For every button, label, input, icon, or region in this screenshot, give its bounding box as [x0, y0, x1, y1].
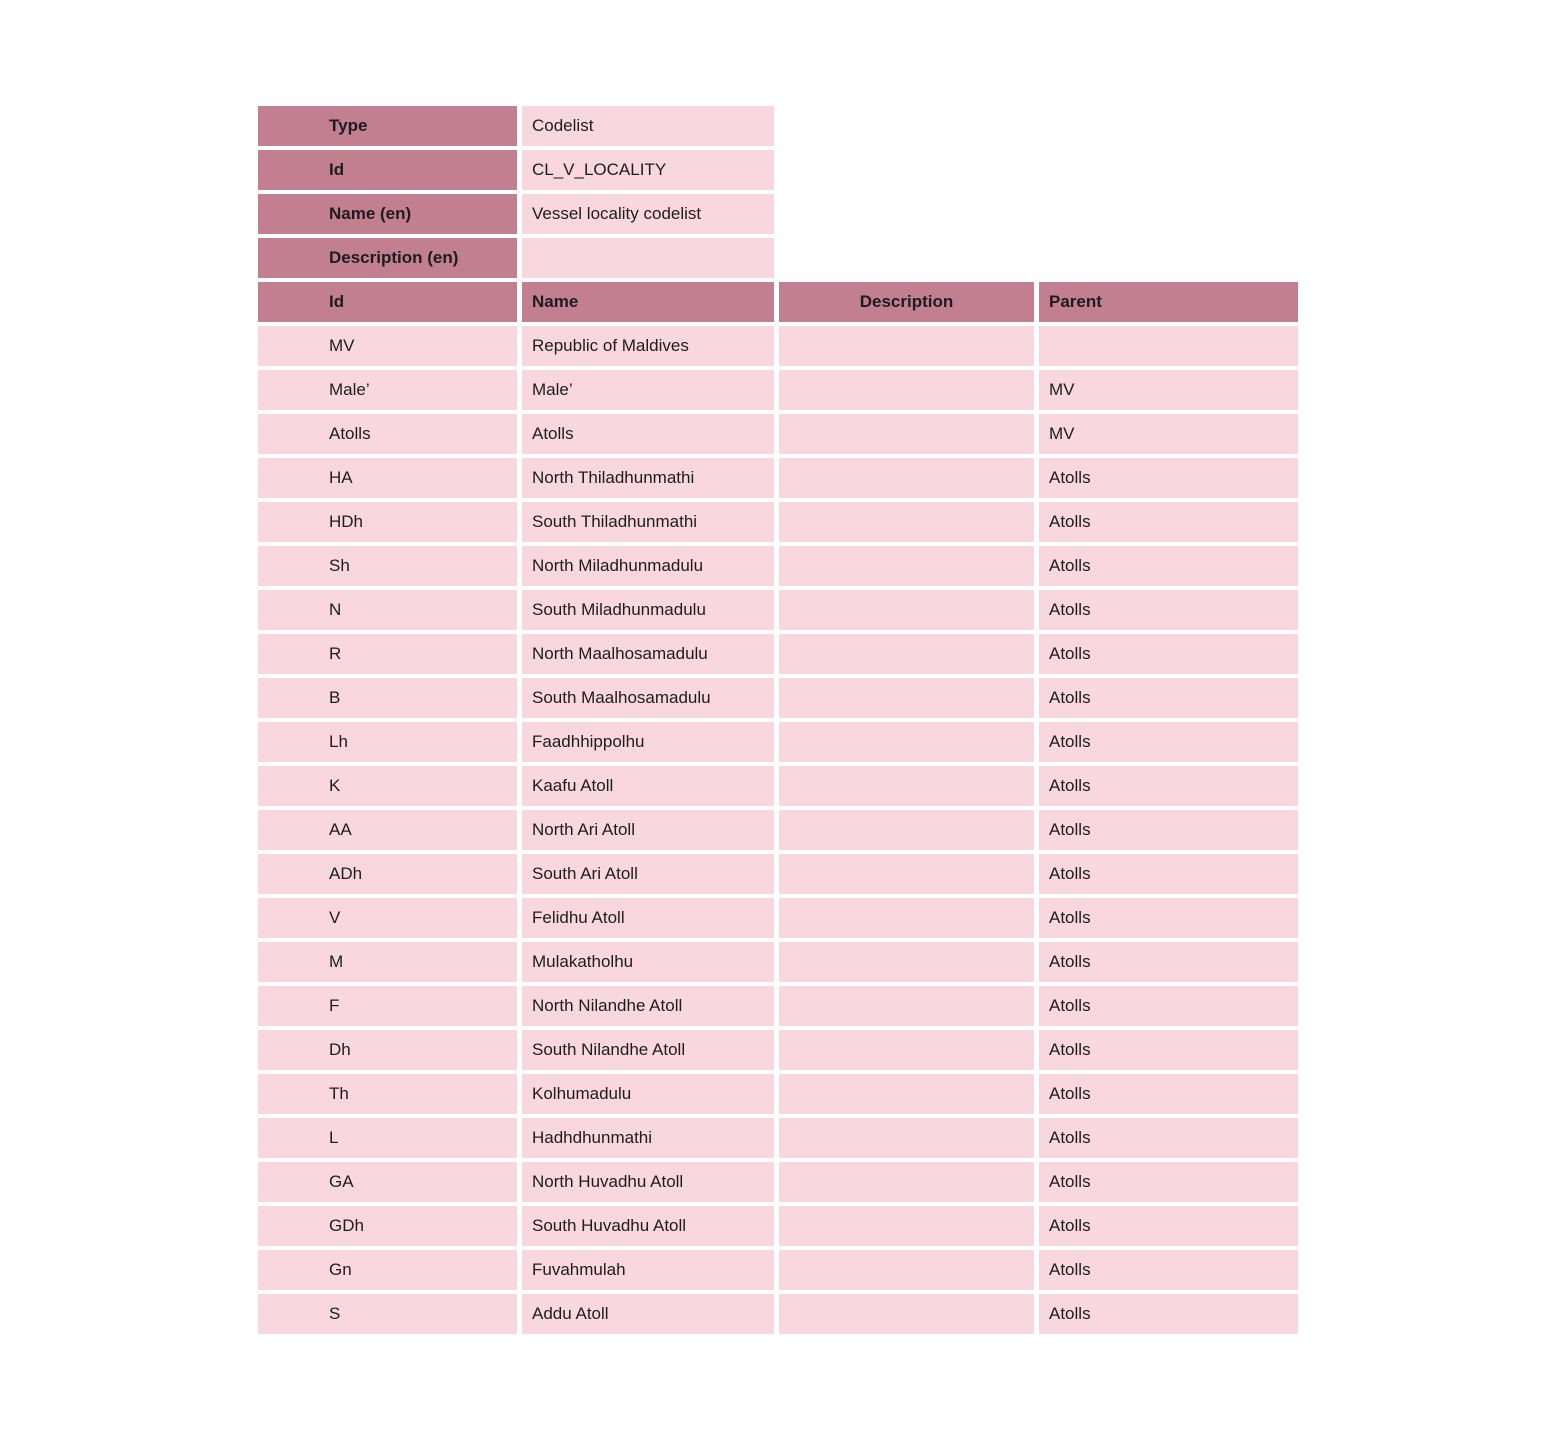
- code-row: [258, 898, 1298, 938]
- code-name-cell: Male’: [522, 370, 774, 410]
- code-parent-cell: Atolls: [1039, 1250, 1298, 1290]
- code-name-cell: North Ari Atoll: [522, 810, 774, 850]
- code-row: [258, 1074, 1298, 1114]
- code-id-cell: V: [258, 898, 517, 938]
- code-id-cell: Th: [258, 1074, 517, 1114]
- code-description-cell: [779, 722, 1034, 762]
- code-row: [258, 1206, 1298, 1246]
- codelist-codes-table: [258, 282, 1298, 1338]
- code-parent-cell: Atolls: [1039, 502, 1298, 542]
- code-parent-cell: [1039, 326, 1298, 366]
- code-id-cell: GA: [258, 1162, 517, 1202]
- code-id-cell: K: [258, 766, 517, 806]
- code-description-cell: [779, 1118, 1034, 1158]
- code-id-cell: Gn: [258, 1250, 517, 1290]
- code-parent-cell: Atolls: [1039, 546, 1298, 586]
- code-row: [258, 502, 1298, 542]
- code-name-cell: North Maalhosamadulu: [522, 634, 774, 674]
- code-description-cell: [779, 1206, 1034, 1246]
- metadata-label-cell: Description (en): [258, 238, 517, 278]
- code-parent-cell: Atolls: [1039, 458, 1298, 498]
- code-parent-cell: Atolls: [1039, 942, 1298, 982]
- code-description-cell: [779, 1250, 1034, 1290]
- code-parent-cell: Atolls: [1039, 1030, 1298, 1070]
- metadata-label-cell: Name (en): [258, 194, 517, 234]
- code-description-cell: [779, 898, 1034, 938]
- code-id-cell: ADh: [258, 854, 517, 894]
- code-parent-cell: MV: [1039, 370, 1298, 410]
- code-name-cell: Addu Atoll: [522, 1294, 774, 1334]
- metadata-value-cell: Codelist: [522, 106, 774, 146]
- code-id-cell: Sh: [258, 546, 517, 586]
- code-id-cell: N: [258, 590, 517, 630]
- code-description-cell: [779, 942, 1034, 982]
- code-description-cell: [779, 546, 1034, 586]
- metadata-value-cell: [522, 238, 774, 278]
- code-name-cell: Kolhumadulu: [522, 1074, 774, 1114]
- metadata-row: [258, 106, 779, 146]
- code-description-cell: [779, 414, 1034, 454]
- code-parent-cell: Atolls: [1039, 634, 1298, 674]
- code-row: [258, 854, 1298, 894]
- code-name-cell: South Miladhunmadulu: [522, 590, 774, 630]
- code-name-cell: Fuvahmulah: [522, 1250, 774, 1290]
- code-description-cell: [779, 678, 1034, 718]
- code-parent-cell: Atolls: [1039, 1162, 1298, 1202]
- code-parent-cell: Atolls: [1039, 590, 1298, 630]
- code-id-cell: MV: [258, 326, 517, 366]
- code-description-cell: [779, 1074, 1034, 1114]
- code-parent-cell: Atolls: [1039, 766, 1298, 806]
- metadata-row: [258, 238, 779, 278]
- code-name-cell: South Thiladhunmathi: [522, 502, 774, 542]
- metadata-value-cell: Vessel locality codelist: [522, 194, 774, 234]
- code-id-cell: HA: [258, 458, 517, 498]
- code-name-cell: Atolls: [522, 414, 774, 454]
- code-row: [258, 810, 1298, 850]
- code-id-cell: Atolls: [258, 414, 517, 454]
- code-row: [258, 1030, 1298, 1070]
- column-header-parent: Parent: [1039, 282, 1298, 322]
- code-id-cell: B: [258, 678, 517, 718]
- column-header-name: Name: [522, 282, 774, 322]
- codes-header-row: [258, 282, 1298, 322]
- code-name-cell: North Huvadhu Atoll: [522, 1162, 774, 1202]
- metadata-value-cell: CL_V_LOCALITY: [522, 150, 774, 190]
- code-description-cell: [779, 766, 1034, 806]
- code-name-cell: South Ari Atoll: [522, 854, 774, 894]
- code-parent-cell: Atolls: [1039, 898, 1298, 938]
- code-name-cell: Republic of Maldives: [522, 326, 774, 366]
- code-row: [258, 370, 1298, 410]
- codelist-metadata-table: [258, 106, 779, 282]
- code-name-cell: Felidhu Atoll: [522, 898, 774, 938]
- code-description-cell: [779, 634, 1034, 674]
- code-id-cell: M: [258, 942, 517, 982]
- code-id-cell: HDh: [258, 502, 517, 542]
- column-header-id: Id: [258, 282, 517, 322]
- metadata-row: [258, 150, 779, 190]
- code-name-cell: Kaafu Atoll: [522, 766, 774, 806]
- code-description-cell: [779, 1162, 1034, 1202]
- code-row: [258, 986, 1298, 1026]
- code-description-cell: [779, 986, 1034, 1026]
- code-description-cell: [779, 370, 1034, 410]
- code-parent-cell: Atolls: [1039, 854, 1298, 894]
- code-parent-cell: Atolls: [1039, 678, 1298, 718]
- code-id-cell: R: [258, 634, 517, 674]
- code-row: [258, 1118, 1298, 1158]
- code-id-cell: AA: [258, 810, 517, 850]
- code-id-cell: F: [258, 986, 517, 1026]
- code-id-cell: Male’: [258, 370, 517, 410]
- code-name-cell: South Nilandhe Atoll: [522, 1030, 774, 1070]
- code-description-cell: [779, 854, 1034, 894]
- metadata-row: [258, 194, 779, 234]
- code-row: [258, 546, 1298, 586]
- code-description-cell: [779, 590, 1034, 630]
- code-parent-cell: Atolls: [1039, 722, 1298, 762]
- code-row: [258, 1250, 1298, 1290]
- code-description-cell: [779, 1294, 1034, 1334]
- code-row: [258, 1162, 1298, 1202]
- metadata-label-cell: Type: [258, 106, 517, 146]
- metadata-label-cell: Id: [258, 150, 517, 190]
- code-parent-cell: Atolls: [1039, 1206, 1298, 1246]
- code-name-cell: Hadhdhunmathi: [522, 1118, 774, 1158]
- code-row: [258, 766, 1298, 806]
- code-row: [258, 590, 1298, 630]
- code-description-cell: [779, 458, 1034, 498]
- code-row: [258, 678, 1298, 718]
- code-parent-cell: Atolls: [1039, 1118, 1298, 1158]
- code-description-cell: [779, 326, 1034, 366]
- code-id-cell: Lh: [258, 722, 517, 762]
- code-row: [258, 722, 1298, 762]
- code-name-cell: North Miladhunmadulu: [522, 546, 774, 586]
- code-id-cell: Dh: [258, 1030, 517, 1070]
- code-parent-cell: Atolls: [1039, 986, 1298, 1026]
- code-id-cell: L: [258, 1118, 517, 1158]
- code-parent-cell: Atolls: [1039, 810, 1298, 850]
- code-name-cell: North Thiladhunmathi: [522, 458, 774, 498]
- code-name-cell: South Maalhosamadulu: [522, 678, 774, 718]
- code-description-cell: [779, 810, 1034, 850]
- code-parent-cell: Atolls: [1039, 1074, 1298, 1114]
- code-row: [258, 326, 1298, 366]
- code-name-cell: Mulakatholhu: [522, 942, 774, 982]
- code-row: [258, 942, 1298, 982]
- code-row: [258, 414, 1298, 454]
- code-row: [258, 1294, 1298, 1334]
- code-row: [258, 458, 1298, 498]
- code-id-cell: S: [258, 1294, 517, 1334]
- code-parent-cell: MV: [1039, 414, 1298, 454]
- code-name-cell: Faadhhippolhu: [522, 722, 774, 762]
- code-description-cell: [779, 502, 1034, 542]
- code-id-cell: GDh: [258, 1206, 517, 1246]
- column-header-description: Description: [779, 282, 1034, 322]
- code-description-cell: [779, 1030, 1034, 1070]
- code-name-cell: South Huvadhu Atoll: [522, 1206, 774, 1246]
- code-name-cell: North Nilandhe Atoll: [522, 986, 774, 1026]
- code-parent-cell: Atolls: [1039, 1294, 1298, 1334]
- code-row: [258, 634, 1298, 674]
